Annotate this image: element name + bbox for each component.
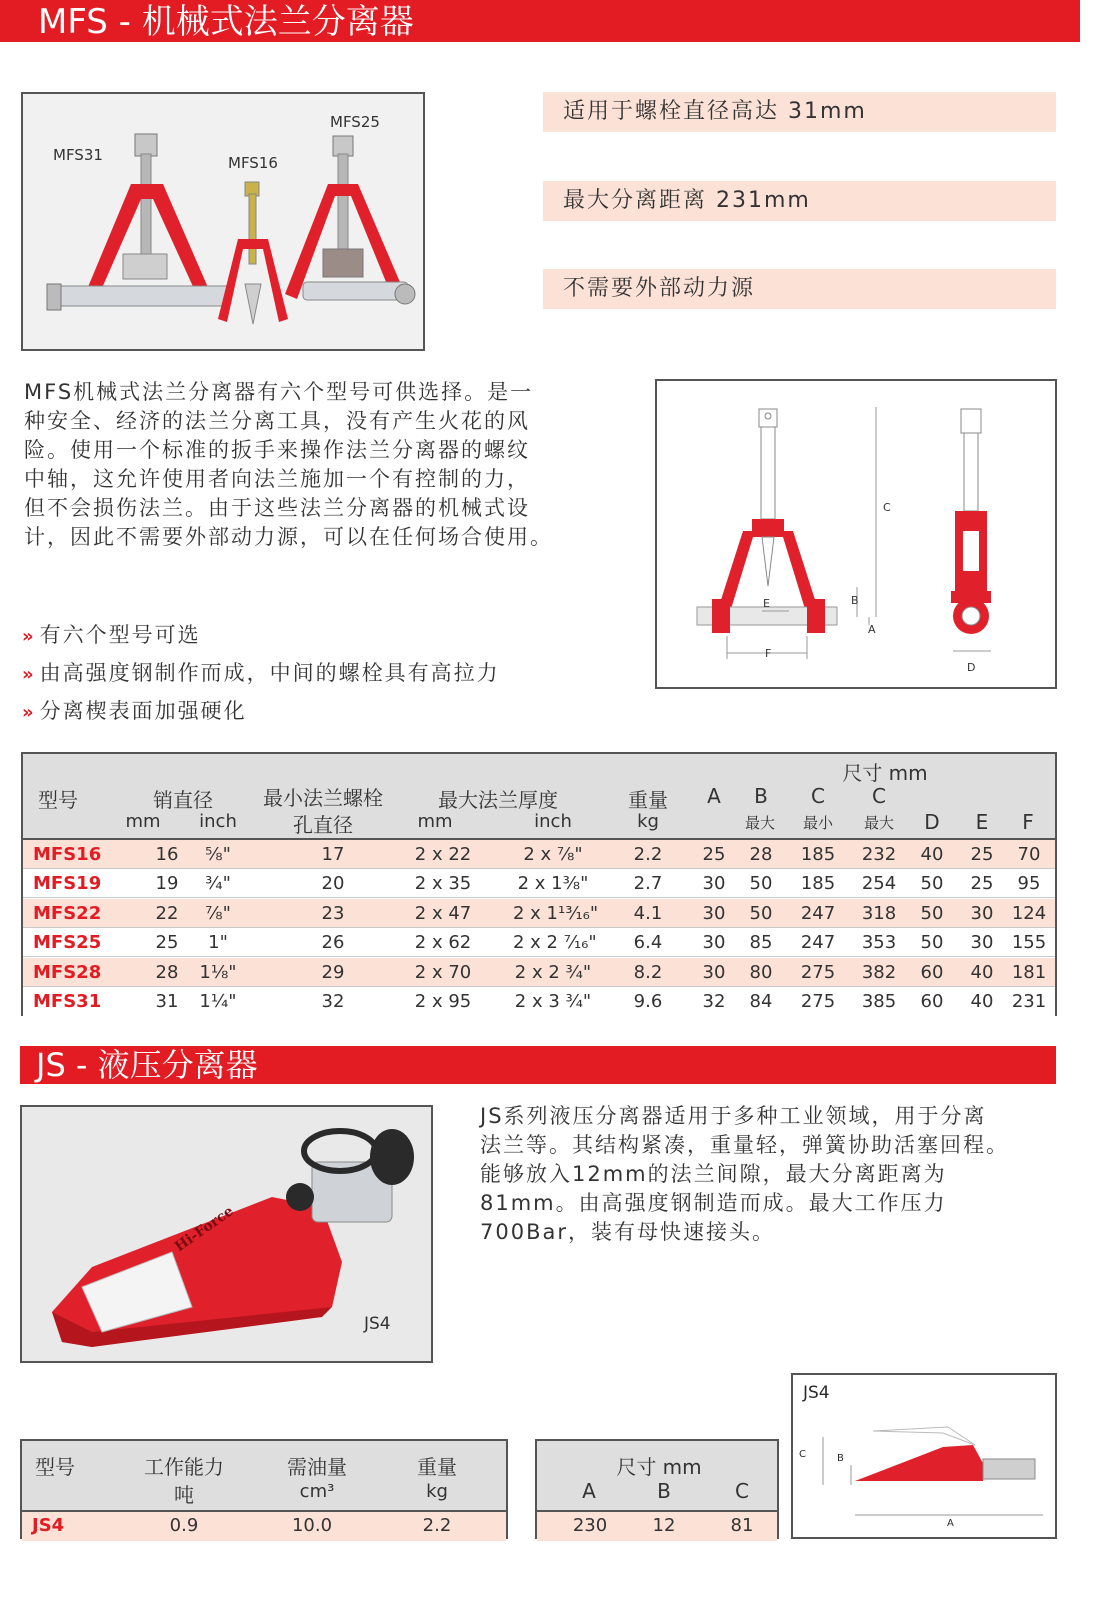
cell-b: 80 xyxy=(749,961,773,983)
cell-kg: 9.6 xyxy=(633,991,663,1012)
cell-f: 181 xyxy=(1011,961,1047,983)
cell-thk-inch: 2 x 3 ¾" xyxy=(514,991,592,1012)
js-product-photo xyxy=(20,1105,433,1363)
mfs25-illustration xyxy=(285,136,415,304)
cell-cmin: 247 xyxy=(800,932,836,954)
header-max-thickness: 最大法兰厚度 xyxy=(438,788,558,812)
header-group-dimensions: 尺寸 mm xyxy=(616,1455,702,1479)
cell-thk-inch: 2 x 2 ¾" xyxy=(514,961,592,983)
cell-b: 85 xyxy=(749,932,773,954)
cell-thk-mm: 2 x 35 xyxy=(414,873,472,895)
bullet-arrow-icon: » xyxy=(22,702,32,723)
cell-mm: 31 xyxy=(155,991,179,1012)
header-c-min-sub: 最小 xyxy=(802,814,833,832)
mfs-description-line: 中轴，这允许使用者向法兰施加一个有控制的力， xyxy=(24,467,530,491)
table-row xyxy=(23,987,1055,1016)
js-title-bar xyxy=(20,1046,1056,1084)
header-pin-mm: mm xyxy=(125,811,161,832)
header-c: C xyxy=(735,1479,749,1503)
header-capacity-unit: 吨 xyxy=(174,1483,194,1507)
cell-b: 12 xyxy=(652,1515,676,1536)
js-description-line: 81mm。由高强度钢制造而成。最大工作压力 xyxy=(480,1191,947,1215)
cell-model: MFS28 xyxy=(33,961,102,983)
cell-kg: 2.2 xyxy=(633,844,663,865)
header-b: B xyxy=(754,784,768,808)
mfs16-illustration xyxy=(218,182,288,324)
cell-d: 40 xyxy=(920,844,944,865)
cell-thk-inch: 2 x 1⅜" xyxy=(517,873,589,895)
cell-thk-inch: 2 x 1¹³⁄₁₆" xyxy=(513,902,599,924)
cell-thk-mm: 2 x 95 xyxy=(414,991,472,1012)
js-description-line: 法兰等。其结构紧凑，重量轻，弹簧协助活塞回程。 xyxy=(480,1133,1009,1157)
cell-inch: 1⅛" xyxy=(199,961,237,983)
cell-a: 30 xyxy=(702,873,726,895)
cell-kg: 2.7 xyxy=(633,873,663,895)
cell-mm: 16 xyxy=(155,844,179,865)
cell-oil: 10.0 xyxy=(291,1515,333,1536)
cell-model: MFS22 xyxy=(33,902,102,924)
table-row xyxy=(537,1512,777,1541)
cell-thk-inch: 2 x ⅞" xyxy=(523,844,583,865)
cell-bolt: 23 xyxy=(321,902,345,924)
dim-label-a: A xyxy=(947,1518,954,1529)
cell-e: 40 xyxy=(970,961,994,983)
js-title: JS - 液压分离器 xyxy=(36,1046,258,1084)
header-model: 型号 xyxy=(35,1455,75,1479)
cell-f: 231 xyxy=(1011,991,1047,1012)
header-oil-unit: cm³ xyxy=(299,1481,335,1502)
cell-cmin: 247 xyxy=(800,902,836,924)
header-b-sub: 最大 xyxy=(744,814,775,832)
js-description-line: 700Bar，装有母快速接头。 xyxy=(480,1220,775,1244)
header-min-bolt: 最小法兰螺栓 xyxy=(263,786,383,810)
header-thk-mm: mm xyxy=(417,811,453,832)
header-f: F xyxy=(1022,810,1034,834)
dim-label-a: A xyxy=(868,623,876,636)
header-c-max-sub: 最大 xyxy=(863,814,894,832)
cell-inch: 1¼" xyxy=(199,991,237,1012)
cell-a: 30 xyxy=(702,902,726,924)
brand-text: Hi-Force xyxy=(172,1203,237,1256)
mfs-title-bar xyxy=(0,0,1080,42)
cell-e: 25 xyxy=(970,844,994,865)
header-weight: 重量 xyxy=(628,788,668,812)
cell-cmax: 353 xyxy=(861,932,897,954)
mfs-separators-illustration xyxy=(23,94,423,349)
mfs-description-line: 种安全、经济的法兰分离工具，没有产生火花的风 xyxy=(24,409,530,433)
cell-b: 28 xyxy=(749,844,773,865)
mfs-description-line: 计，因此不需要外部动力源，可以在任何场合使用。 xyxy=(24,525,553,549)
js-spec-table xyxy=(20,1439,508,1539)
cell-bolt: 29 xyxy=(321,961,345,983)
header-thk-inch: inch xyxy=(534,811,572,832)
mfs-title: MFS - 机械式法兰分离器 xyxy=(38,2,414,42)
cell-f: 155 xyxy=(1011,932,1047,954)
cell-a: 25 xyxy=(702,844,726,865)
cell-kg: 8.2 xyxy=(633,961,663,983)
header-a: A xyxy=(582,1479,596,1503)
photo-label-js4: JS4 xyxy=(364,1314,391,1334)
cell-cmax: 254 xyxy=(861,873,897,895)
cell-b: 84 xyxy=(749,991,773,1012)
cell-inch: ⅞" xyxy=(205,902,231,924)
cell-thk-mm: 2 x 47 xyxy=(414,902,472,924)
cell-cmax: 385 xyxy=(861,991,897,1012)
cell-f: 95 xyxy=(1017,873,1041,895)
cell-model: MFS31 xyxy=(33,991,102,1012)
header-min-bolt-2: 孔直径 xyxy=(293,813,353,837)
cell-cmin: 185 xyxy=(800,873,836,895)
mfs-bullet-list xyxy=(22,620,622,728)
cell-mm: 25 xyxy=(155,932,179,954)
cell-e: 25 xyxy=(970,873,994,895)
cell-f: 70 xyxy=(1017,844,1041,865)
header-e: E xyxy=(975,810,989,834)
js-description-line: 能够放入12mm的法兰间隙，最大分离距离为 xyxy=(480,1162,947,1186)
js-description xyxy=(480,1102,1060,1247)
table-row xyxy=(23,840,1055,869)
mfs-product-photo xyxy=(21,92,425,351)
cell-mm: 19 xyxy=(155,873,179,895)
cell-capacity: 0.9 xyxy=(169,1515,199,1536)
cell-bolt: 32 xyxy=(321,991,345,1012)
js-diagram-drawing xyxy=(793,1375,1055,1537)
table-row xyxy=(23,958,1055,987)
cell-cmax: 232 xyxy=(861,844,897,865)
cell-d: 60 xyxy=(920,991,944,1012)
header-b: B xyxy=(657,1479,671,1503)
photo-label-mfs25: MFS25 xyxy=(330,113,380,131)
feature-bolt-diameter: 适用于螺栓直径高达 31mm xyxy=(543,92,1056,132)
header-capacity: 工作能力 xyxy=(144,1455,224,1479)
cell-e: 40 xyxy=(970,991,994,1012)
cell-model: MFS19 xyxy=(33,873,102,895)
table-row xyxy=(22,1512,506,1541)
table-row xyxy=(23,869,1055,898)
dim-label-c: C xyxy=(799,1449,806,1460)
cell-a: 30 xyxy=(702,961,726,983)
header-weight: 重量 xyxy=(417,1455,457,1479)
header-c-min: C xyxy=(811,784,825,808)
cell-thk-inch: 2 x 2 ⁷⁄₁₆" xyxy=(513,932,597,954)
dim-label-d: D xyxy=(967,661,976,674)
js-dimension-table xyxy=(535,1439,779,1539)
mfs-description-line: 但不会损伤法兰。由于这些法兰分离器的机械式设 xyxy=(24,496,530,520)
header-weight-unit: kg xyxy=(426,1481,448,1502)
cell-kg: 6.4 xyxy=(633,932,663,954)
cell-weight: 2.2 xyxy=(422,1515,452,1536)
cell-d: 50 xyxy=(920,873,944,895)
cell-model: JS4 xyxy=(32,1515,65,1536)
header-model: 型号 xyxy=(38,788,78,812)
cell-kg: 4.1 xyxy=(633,902,663,924)
cell-inch: ⅝" xyxy=(205,844,231,865)
photo-label-mfs16: MFS16 xyxy=(228,154,278,172)
mfs-description-line: MFS机械式法兰分离器有六个型号可供选择。是一 xyxy=(24,380,534,404)
cell-e: 30 xyxy=(970,902,994,924)
cell-a: 30 xyxy=(702,932,726,954)
cell-d: 60 xyxy=(920,961,944,983)
cell-cmin: 275 xyxy=(800,991,836,1012)
photo-label-mfs31: MFS31 xyxy=(53,146,103,164)
header-d: D xyxy=(924,810,940,834)
cell-b: 50 xyxy=(749,902,773,924)
cell-inch: 1" xyxy=(208,932,228,954)
cell-inch: ¾" xyxy=(205,873,231,895)
cell-model: MFS16 xyxy=(33,844,102,865)
list-item: » 由高强度钢制作而成，中间的螺栓具有高拉力 xyxy=(22,661,500,685)
cell-f: 124 xyxy=(1011,902,1047,924)
mfs-dimension-diagram xyxy=(655,379,1057,689)
cell-e: 30 xyxy=(970,932,994,954)
cell-bolt: 17 xyxy=(321,844,345,865)
cell-thk-mm: 2 x 22 xyxy=(414,844,472,865)
dim-label-e: E xyxy=(763,597,770,610)
cell-d: 50 xyxy=(920,902,944,924)
table-row xyxy=(23,928,1055,957)
diagram-title: JS4 xyxy=(803,1383,830,1403)
cell-cmax: 382 xyxy=(861,961,897,983)
cell-a: 32 xyxy=(702,991,726,1012)
bullet-arrow-icon: » xyxy=(22,664,32,685)
cell-cmin: 275 xyxy=(800,961,836,983)
cell-mm: 22 xyxy=(155,902,179,924)
mfs-spec-table xyxy=(21,752,1057,1016)
feature-max-distance: 最大分离距离 231mm xyxy=(543,181,1056,221)
cell-bolt: 26 xyxy=(321,932,345,954)
cell-model: MFS25 xyxy=(33,932,102,954)
header-group-dimensions: 尺寸 mm xyxy=(842,761,928,785)
dim-label-b: B xyxy=(837,1453,844,1464)
dim-label-b: B xyxy=(851,594,859,607)
list-item: » 有六个型号可选 xyxy=(22,623,201,647)
cell-d: 50 xyxy=(920,932,944,954)
cell-mm: 28 xyxy=(155,961,179,983)
cell-c: 81 xyxy=(730,1515,754,1536)
cell-cmin: 185 xyxy=(800,844,836,865)
list-item: » 分离楔表面加强硬化 xyxy=(22,699,247,723)
header-pin-diameter: 销直径 xyxy=(153,788,213,812)
table-row xyxy=(23,899,1055,928)
cell-thk-mm: 2 x 70 xyxy=(414,961,472,983)
mfs-description xyxy=(24,378,624,552)
cell-thk-mm: 2 x 62 xyxy=(414,932,472,954)
bullet-arrow-icon: » xyxy=(22,626,32,647)
dim-label-f: F xyxy=(765,647,772,660)
header-pin-inch: inch xyxy=(199,811,237,832)
cell-cmax: 318 xyxy=(861,902,897,924)
header-weight-unit: kg xyxy=(637,811,659,832)
cell-bolt: 20 xyxy=(321,873,345,895)
header-a: A xyxy=(707,784,721,808)
mfs-description-line: 险。使用一个标准的扳手来操作法兰分离器的螺纹 xyxy=(24,438,530,462)
mfs-diagram-drawing xyxy=(657,381,1055,687)
cell-b: 50 xyxy=(749,873,773,895)
dim-label-c: C xyxy=(883,501,891,514)
js-description-line: JS系列液压分离器适用于多种工业领域，用于分离 xyxy=(480,1104,987,1128)
js-dimension-diagram xyxy=(791,1373,1057,1539)
header-oil: 需油量 xyxy=(287,1455,347,1479)
cell-a: 230 xyxy=(572,1515,608,1536)
feature-no-power-source: 不需要外部动力源 xyxy=(543,269,1056,309)
header-c-max: C xyxy=(872,784,886,808)
